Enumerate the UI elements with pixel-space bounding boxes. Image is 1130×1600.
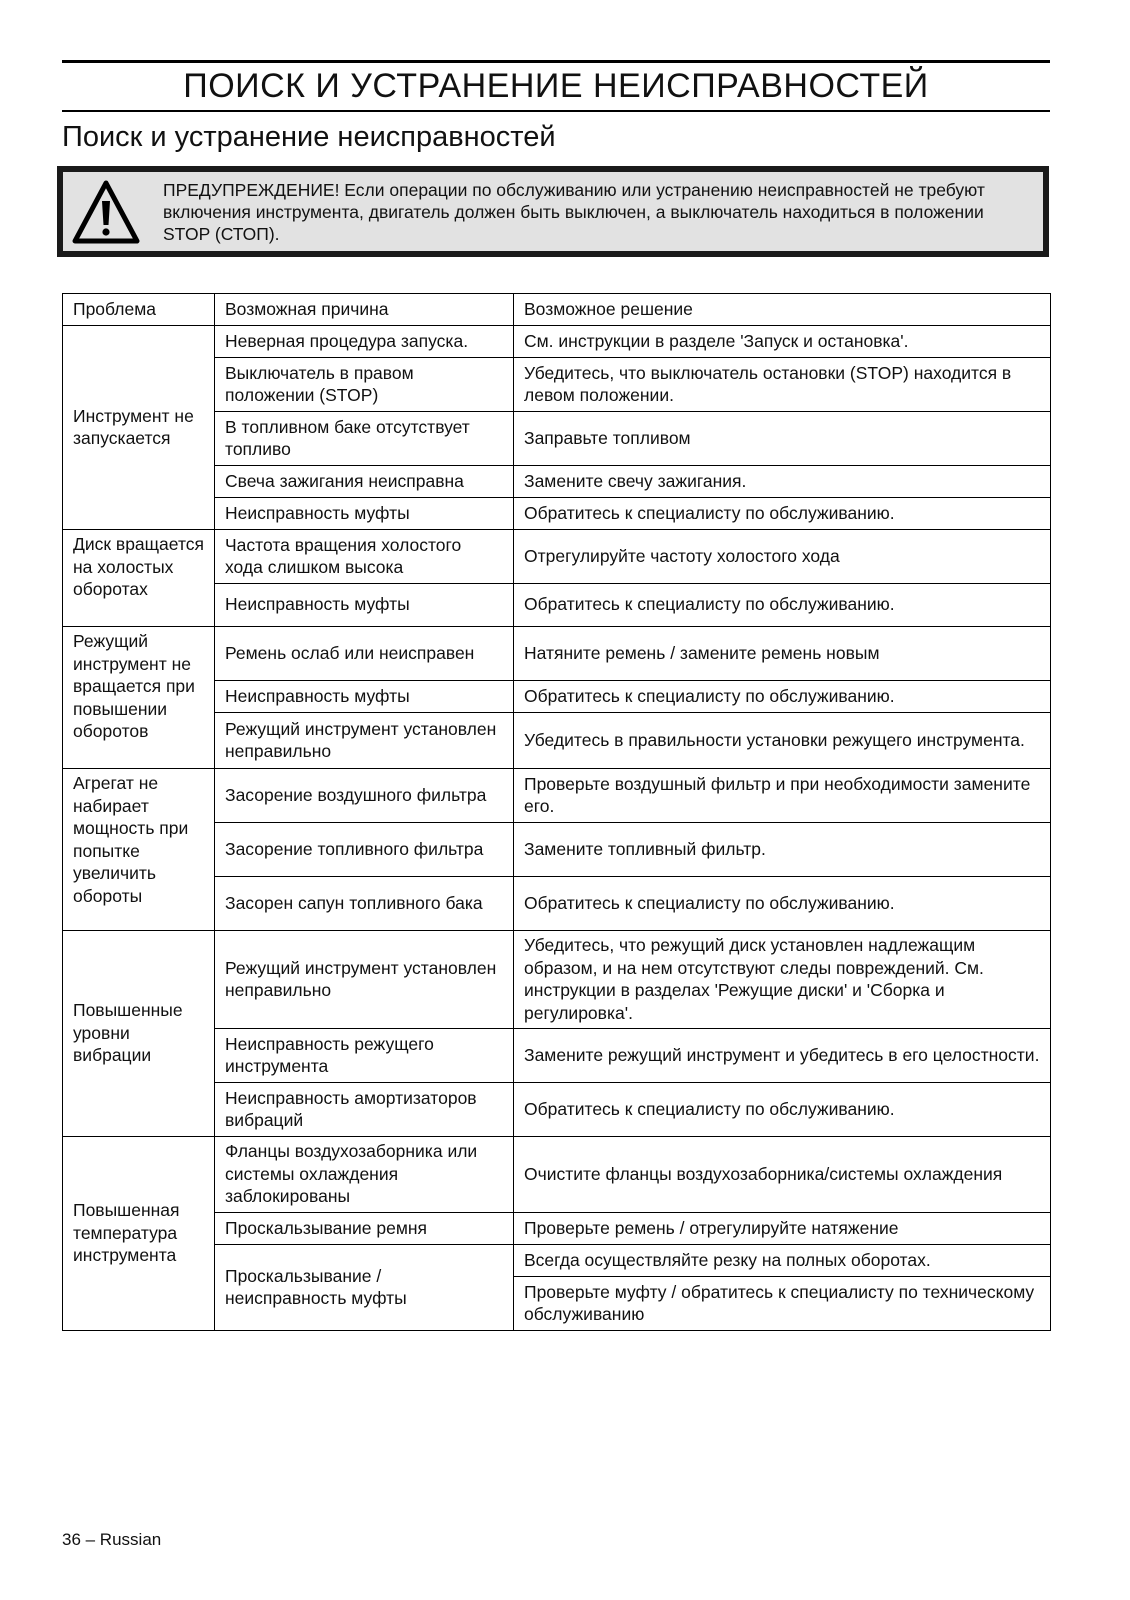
- problem-cell: Агрегат не набирает мощность при попытке увеличить обороты: [63, 769, 215, 931]
- cause-cell: Засорение топливного фильтра: [215, 823, 514, 877]
- solution-cell: Замените топливный фильтр.: [514, 823, 1051, 877]
- cause-cell: Проскальзывание ремня: [215, 1213, 514, 1245]
- solution-cell: Замените свечу зажигания.: [514, 466, 1051, 498]
- title-top-rule: [62, 60, 1050, 63]
- solution-cell: См. инструкции в разделе 'Запуск и остановка'.: [514, 326, 1051, 358]
- problem-cell: Инструмент не запускается: [63, 326, 215, 530]
- solution-cell: Обратитесь к специалисту по обслуживанию.: [514, 584, 1051, 627]
- solution-cell: Натяните ремень / замените ремень новым: [514, 627, 1051, 681]
- solution-cell: Обратитесь к специалисту по обслуживанию.: [514, 877, 1051, 931]
- solution-cell: Всегда осуществляйте резку на полных оборотах.: [514, 1245, 1051, 1277]
- table-row: [63, 530, 1051, 584]
- cause-cell: Неисправность муфты: [215, 498, 514, 530]
- warning-triangle-icon: [71, 179, 141, 245]
- header-problem: Проблема: [63, 294, 215, 326]
- cause-cell: Неисправность режущего инструмента: [215, 1029, 514, 1083]
- solution-cell: Очистите фланцы воздухозаборника/системы охлаждения: [514, 1137, 1051, 1213]
- cause-cell: Неверная процедура запуска.: [215, 326, 514, 358]
- title-bottom-rule: [62, 110, 1050, 112]
- header-cause: Возможная причина: [215, 294, 514, 326]
- cause-cell: Частота вращения холостого хода слишком высока: [215, 530, 514, 584]
- cause-cell: Засорен сапун топливного бака: [215, 877, 514, 931]
- cause-cell: Свеча зажигания неисправна: [215, 466, 514, 498]
- cause-cell: Выключатель в правом положении (STOP): [215, 358, 514, 412]
- solution-cell: Проверьте воздушный фильтр и при необходимости замените его.: [514, 769, 1051, 823]
- troubleshooting-table: [62, 293, 1051, 1331]
- cause-cell: Режущий инструмент установлен неправильно: [215, 713, 514, 769]
- problem-cell: Повышенные уровни вибрации: [63, 931, 215, 1137]
- solution-cell: Обратитесь к специалисту по обслуживанию.: [514, 498, 1051, 530]
- solution-cell: Обратитесь к специалисту по обслуживанию.: [514, 681, 1051, 713]
- solution-cell: Заправьте топливом: [514, 412, 1051, 466]
- solution-cell: Убедитесь, что режущий диск установлен надлежащим образом, и на нем отсутствуют следы повреждений. См. инструкции в разделах 'Режущие диски' и 'Сборка и регулировка'.: [514, 931, 1051, 1029]
- table-row: [63, 1137, 1051, 1213]
- cause-cell: Неисправность муфты: [215, 584, 514, 627]
- cause-cell: Неисправность муфты: [215, 681, 514, 713]
- problem-cell: Диск вращается на холостых оборотах: [63, 530, 215, 627]
- page-title: ПОИСК И УСТРАНЕНИЕ НЕИСПРАВНОСТЕЙ: [183, 67, 929, 105]
- table-header-row: [63, 294, 1051, 326]
- cause-cell: Неисправность амортизаторов вибраций: [215, 1083, 514, 1137]
- table-row: [63, 769, 1051, 823]
- problem-cell: Повышенная температура инструмента: [63, 1137, 215, 1331]
- problem-cell: Режущий инструмент не вращается при повышении оборотов: [63, 627, 215, 769]
- section-title: Поиск и устранение неисправностей: [62, 121, 556, 153]
- solution-cell: Убедитесь, что выключатель остановки (STOP) находится в левом положении.: [514, 358, 1051, 412]
- cause-cell: Проскальзывание / неисправность муфты: [215, 1245, 514, 1331]
- table-row: [63, 627, 1051, 681]
- solution-cell: Убедитесь в правильности установки режущего инструмента.: [514, 713, 1051, 769]
- header-solution: Возможное решение: [514, 294, 1051, 326]
- warning-box: [57, 166, 1049, 257]
- solution-cell: Замените режущий инструмент и убедитесь в его целостности.: [514, 1029, 1051, 1083]
- solution-cell: Проверьте муфту / обратитесь к специалисту по техническому обслуживанию: [514, 1277, 1051, 1331]
- table-row: [63, 931, 1051, 1029]
- page-footer: 36 – Russian: [62, 1530, 162, 1549]
- cause-cell: Ремень ослаб или неисправен: [215, 627, 514, 681]
- warning-text: ПРЕДУПРЕЖДЕНИЕ! Если операции по обслуживанию или устранению неисправностей не требуют включения инструмента, двигатель должен быть выключен, а выключатель находиться в положении STOP (СТОП).: [163, 180, 985, 244]
- solution-cell: Проверьте ремень / отрегулируйте натяжение: [514, 1213, 1051, 1245]
- solution-cell: Отрегулируйте частоту холостого хода: [514, 530, 1051, 584]
- solution-cell: Обратитесь к специалисту по обслуживанию.: [514, 1083, 1051, 1137]
- cause-cell: Фланцы воздухозаборника или системы охлаждения заблокированы: [215, 1137, 514, 1213]
- table-row: [63, 326, 1051, 358]
- cause-cell: Засорение воздушного фильтра: [215, 769, 514, 823]
- cause-cell: В топливном баке отсутствует топливо: [215, 412, 514, 466]
- cause-cell: Режущий инструмент установлен неправильно: [215, 931, 514, 1029]
